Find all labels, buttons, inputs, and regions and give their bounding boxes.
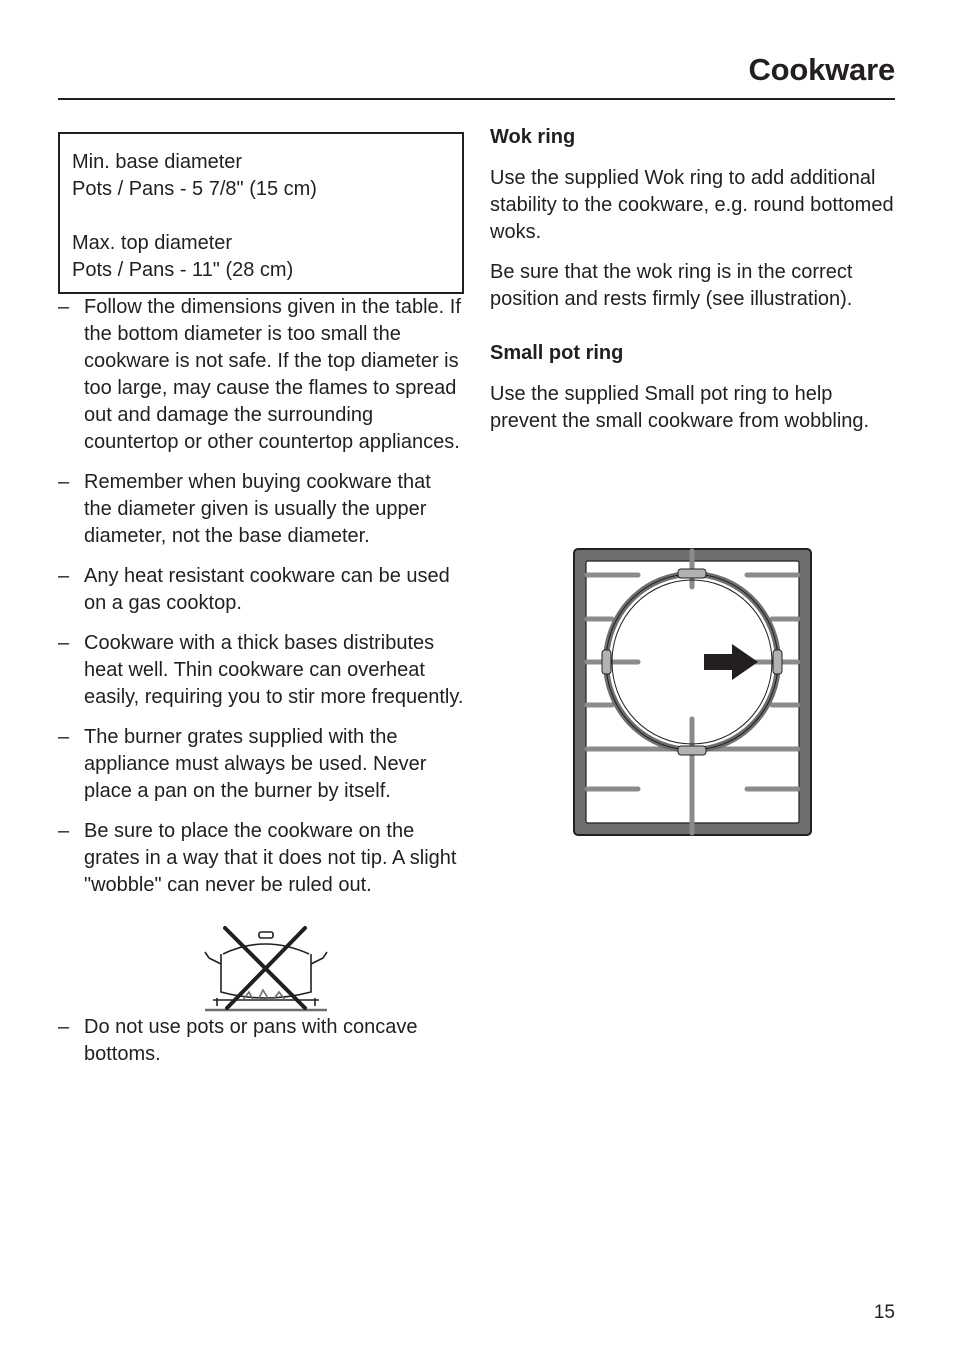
concave-warning-list: [58, 1014, 464, 1068]
page-title: Cookware: [748, 52, 895, 87]
small-pot-ring-heading: Small pot ring: [490, 342, 624, 364]
min-diameter-value: Pots / Pans - 5 7/8" (15 cm): [72, 178, 317, 200]
right-column: [490, 124, 898, 435]
cookware-guidelines-list: [58, 294, 464, 899]
min-diameter-label: Min. base diameter: [72, 151, 243, 173]
max-diameter-value: Pots / Pans - 11" (28 cm): [72, 259, 294, 281]
wok-ring-paragraph: Use the supplied Wok ring to add additional stability to the cookware, e.g. round bottomed woks.: [490, 167, 894, 243]
list-item: – The burner grates supplied with the appliance must always be used. Never place a pan on the burner by itself.: [58, 724, 464, 805]
list-item: – Cookware with a thick bases distributes heat well. Thin cookware can overheat easily, requiring you to stir more frequently.: [58, 630, 464, 711]
small-pot-ring-paragraph: Use the supplied Small pot ring to help prevent the small cookware from wobbling.: [490, 383, 870, 432]
left-column: [58, 132, 464, 1068]
list-item: – Be sure to place the cookware on the grates in a way that it does not tip. A slight "wobble" can never be ruled out.: [58, 818, 464, 899]
burner-grate-with-wok-ring-icon: [572, 547, 813, 837]
page-number: 15: [873, 1302, 895, 1323]
diameter-spec-box: [58, 132, 464, 294]
max-diameter-label: Max. top diameter: [72, 232, 233, 254]
list-item: – Follow the dimensions given in the table. If the bottom diameter is too small the cookware is not safe. If the top diameter is too large, may cause the flames to spread out and damage the surrounding countertop or other countertop appliances.: [58, 294, 464, 456]
title-rule: [58, 98, 895, 100]
list-item: – Remember when buying cookware that the diameter given is usually the upper diameter, not the base diameter.: [58, 469, 464, 550]
wok-ring-position-paragraph: Be sure that the wok ring is in the correct position and rests firmly (see illustration).: [490, 261, 853, 310]
list-item: – Any heat resistant cookware can be used on a gas cooktop.: [58, 563, 464, 617]
wok-ring-heading: Wok ring: [490, 126, 576, 148]
crossed-out-concave-pot-icon: [203, 924, 333, 1014]
list-item: – Do not use pots or pans with concave bottoms.: [58, 1014, 464, 1068]
